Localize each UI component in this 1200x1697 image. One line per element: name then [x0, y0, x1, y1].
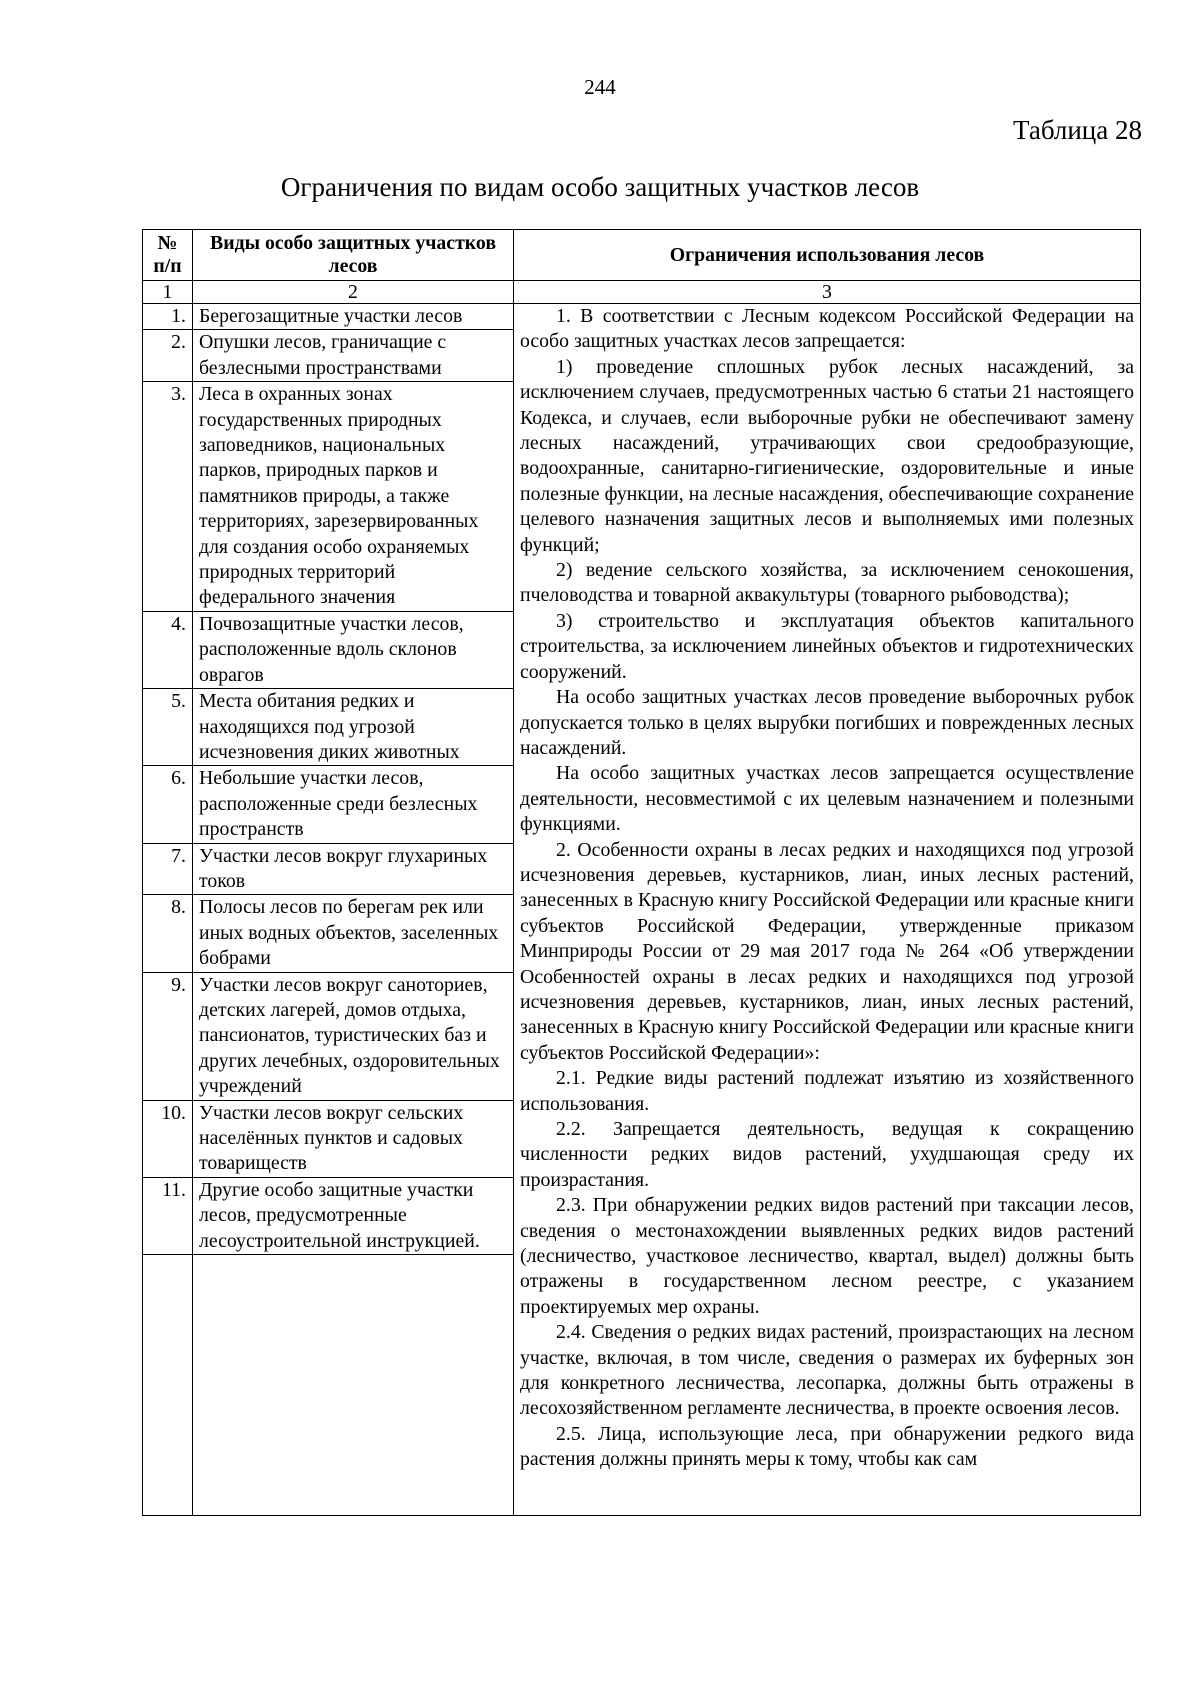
row-type: Места обитания редких и находящихся под угрозой исчезновения диких животных — [193, 689, 514, 766]
empty-cell — [193, 1255, 514, 1516]
row-number: 5. — [143, 689, 193, 766]
restriction-paragraph: На особо защитных участках лесов запрещается осуществление деятельности, несовместимой с их целевым назначением и полезными функциями. — [520, 762, 1134, 836]
row-type: Участки лесов вокруг саноториев, детских лагерей, домов отдыха, пансионатов, туристических баз и других лечебных, оздоровительных учреждений — [193, 972, 514, 1100]
column-index: 3 — [514, 281, 1141, 304]
header-type: Виды особо защитных участков лесов — [193, 230, 514, 281]
restriction-paragraph: 2.3. При обнаружении редких видов растений при таксации лесов, сведения о местонахождении выявленных редких видов растений (лесничество, участковое лесничество, квартал, выдел) должны быть отражены в государственном лесном реестре, с указанием проектируемых мер охраны. — [520, 1194, 1134, 1318]
restriction-paragraph: 2.1. Редкие виды растений подлежат изъятию из хозяйственного использования. — [520, 1067, 1134, 1115]
row-number: 7. — [143, 843, 193, 895]
column-index-row — [143, 281, 1141, 304]
row-type: Небольшие участки лесов, расположенные среди безлесных пространств — [193, 766, 514, 843]
table-label: Таблица 28 — [1013, 115, 1142, 145]
table-header-row — [143, 230, 1141, 281]
row-number: 2. — [143, 330, 193, 382]
row-number: 4. — [143, 611, 193, 688]
header-restrictions: Ограничения использования лесов — [514, 230, 1141, 281]
row-number: 6. — [143, 766, 193, 843]
restrictions-table — [142, 229, 1141, 1516]
row-number: 3. — [143, 382, 193, 612]
table-row — [143, 304, 1141, 330]
row-type: Участки лесов вокруг глухариных токов — [193, 843, 514, 895]
page-number: 244 — [584, 75, 616, 99]
restrictions-text — [514, 304, 1141, 1516]
row-number: 11. — [143, 1177, 193, 1254]
column-index: 1 — [143, 281, 193, 304]
restriction-paragraph: 2.5. Лица, использующие леса, при обнаружении редкого вида растения должны принять меры к тому, чтобы как сам — [520, 1422, 1134, 1471]
column-index: 2 — [193, 281, 514, 304]
restriction-paragraph: 1) проведение сплошных рубок лесных насаждений, за исключением случаев, предусмотренных частью 6 статьи 21 настоящего Кодекса, и случаев, если выборочные рубки не обеспечивают замену лесных насаждений, утрачивающих свои средообразующие, водоохранные, санитарно-гигиенические, оздоровительные и иные полезные функции, на лесные насаждения, обеспечивающие сохранение целевого назначения защитных лесов и выполняемых ими полезных функций; — [520, 355, 1134, 556]
restriction-paragraph: На особо защитных участках лесов проведение выборочных рубок допускается только в целях вырубки погибших и поврежденных лесных насаждений. — [520, 686, 1134, 759]
row-type: Почвозащитные участки лесов, расположенные вдоль склонов оврагов — [193, 611, 514, 688]
restriction-paragraph: 2.2. Запрещается деятельность, ведущая к сокращению численности редких видов растений, ухудшающая среду их произрастания. — [520, 1118, 1134, 1191]
row-type: Участки лесов вокруг сельских населённых пунктов и садовых товариществ — [193, 1100, 514, 1177]
restriction-paragraph: 1. В соответствии с Лесным кодексом Российской Федерации на особо защитных участках лесов запрещается: — [520, 305, 1134, 353]
row-number: 10. — [143, 1100, 193, 1177]
restriction-paragraph: 3) строительство и эксплуатация объектов капитального строительства, за исключением линейных объектов и гидротехнических сооружений. — [520, 609, 1134, 683]
restriction-paragraph: 2. Особенности охраны в лесах редких и находящихся под угрозой исчезновения деревьев, кустарников, лиан, иных лесных растений, занесенных в Красную книгу Российской Федерации или красные книги субъектов Российской Федерации, утвержденные приказом Минприроды России от 29 мая 2017 года № 264 «Об утверждении Особенностей охраны в лесах редких и находящихся под угрозой исчезновения деревьев, кустарников, лиан, иных лесных растений, занесенных в Красную книгу Российской Федерации или красные книги субъектов Российской Федерации»: — [520, 838, 1134, 1064]
empty-cell — [143, 1255, 193, 1516]
row-number: 1. — [143, 304, 193, 330]
restriction-paragraph: 2) ведение сельского хозяйства, за исключением сенокошения, пчеловодства и товарной аквакультуры (товарного рыбоводства); — [520, 559, 1134, 607]
restriction-paragraph: 2.4. Сведения о редких видах растений, произрастающих на лесном участке, включая, в том числе, сведения о размерах их буферных зон для конкретного лесничества, лесопарка, должны быть отражены в лесохозяйственном регламенте лесничества, в проекте освоения лесов. — [520, 1321, 1134, 1420]
row-type: Берегозащитные участки лесов — [193, 304, 514, 330]
row-type: Леса в охранных зонах государственных природных заповедников, национальных парков, природных парков и памятников природы, а также территориях, зарезервированных для создания особо охраняемых природных территорий федерального значения — [193, 382, 514, 612]
row-number: 9. — [143, 972, 193, 1100]
page-title: Ограничения по видам особо защитных участков лесов — [280, 172, 920, 202]
row-number: 8. — [143, 895, 193, 972]
row-type: Другие особо защитные участки лесов, предусмотренные лесоустроительной инструкцией. — [193, 1177, 514, 1254]
header-num: № п/п — [143, 230, 193, 281]
row-type: Опушки лесов, граничащие с безлесными пространствами — [193, 330, 514, 382]
row-type: Полосы лесов по берегам рек или иных водных объектов, заселенных бобрами — [193, 895, 514, 972]
